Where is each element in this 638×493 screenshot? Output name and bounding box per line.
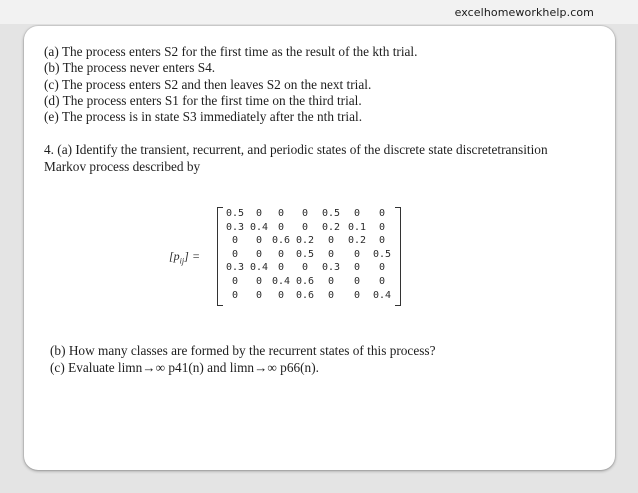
header-bar: [0, 0, 638, 24]
matrix-cell: 0: [255, 248, 263, 260]
part-c: (c) Evaluate limn→∞ p41(n) and limn→∞ p66(n).: [50, 360, 319, 375]
matrix-cell: 0.2: [295, 235, 315, 247]
item-c: (c) The process enters S2 and then leaves S2 on the next trial.: [44, 76, 372, 92]
matrix-cell: 0: [277, 221, 285, 233]
matrix-cell: 0: [301, 221, 309, 233]
matrix-cell: 0: [255, 208, 263, 219]
matrix-cell: 0.5: [295, 248, 315, 260]
item-a: (a) The process enters S2 for the first time as the result of the kth trial.: [44, 44, 418, 59]
matrix-cell: 0.5: [225, 208, 245, 219]
matrix-grid: [222, 208, 394, 303]
matrix-cell: 0.4: [249, 221, 269, 233]
matrix-cell: 0: [231, 289, 239, 301]
matrix-cell: 0.5: [372, 248, 392, 260]
matrix-cell: 0: [231, 248, 239, 260]
matrix-cell: 0: [277, 262, 285, 274]
matrix-cell: 0: [255, 289, 263, 301]
matrix-cell: 0.4: [249, 262, 269, 274]
matrix-cell: 0.4: [271, 275, 291, 287]
matrix-cell: 0: [255, 275, 263, 287]
transition-matrix: [169, 204, 404, 308]
matrix-cell: 0.4: [372, 289, 392, 301]
matrix-cell: 0.6: [295, 275, 315, 287]
matrix-label-sub: ij: [179, 256, 185, 266]
matrix-cell: 0: [327, 248, 335, 260]
matrix-cell: 0: [378, 208, 386, 219]
matrix-cell: 0: [301, 208, 309, 219]
matrix-label: [169, 249, 200, 265]
item-e: (e) The process is in state S3 immediately after the nth trial.: [44, 109, 363, 125]
matrix-cell: 0: [353, 208, 361, 219]
matrix-cell: 0.3: [225, 262, 245, 274]
matrix-cell: 0: [277, 208, 285, 219]
item-d: (d) The process enters S1 for the first time on the third trial.: [44, 92, 362, 108]
matrix-cell: 0: [231, 235, 239, 247]
matrix-cell: 0.6: [295, 289, 315, 301]
matrix-cell: 0.2: [347, 235, 367, 247]
slide-content: [44, 44, 604, 175]
matrix-cell: 0: [378, 275, 386, 287]
matrix-cell: 0.6: [271, 235, 291, 247]
question4-line1: 4. (a) Identify the transient, recurrent, and periodic states of the discrete state discretetransition: [44, 142, 548, 158]
matrix-cell: 0.2: [321, 221, 341, 233]
item-b: (b) The process never enters S4.: [44, 60, 216, 76]
matrix-cell: 0.3: [321, 262, 341, 274]
matrix-cell: 0: [255, 235, 263, 247]
matrix-cell: 0: [353, 262, 361, 274]
matrix-cell: 0.1: [347, 221, 367, 233]
matrix-cell: 0: [353, 289, 361, 301]
matrix-cell: 0: [231, 275, 239, 287]
matrix-equals: =: [192, 249, 200, 263]
matrix-cell: 0: [301, 262, 309, 274]
matrix-label-close: ]: [184, 249, 189, 263]
matrix-cell: 0: [353, 275, 361, 287]
matrix-cell: 0: [327, 235, 335, 247]
matrix-cell: 0.3: [225, 221, 245, 233]
matrix-cell: 0: [378, 262, 386, 274]
followup-questions: [50, 342, 435, 376]
site-url[interactable]: excelhomeworkhelp.com: [454, 6, 594, 19]
matrix-cell: 0: [353, 248, 361, 260]
matrix-cell: 0: [378, 235, 386, 247]
matrix-cell: 0: [327, 289, 335, 301]
question4-line2: Markov process described by: [44, 158, 201, 174]
matrix-cell: 0: [327, 275, 335, 287]
part-b: (b) How many classes are formed by the recurrent states of this process?: [50, 343, 436, 358]
matrix-cell: 0: [277, 248, 285, 260]
matrix-cell: 0: [277, 289, 285, 301]
matrix-label-open: [p: [169, 249, 180, 263]
slide-card: [24, 26, 615, 470]
matrix-cell: 0.5: [321, 208, 341, 219]
matrix-cell: 0: [378, 221, 386, 233]
matrix-right-bracket: [395, 207, 401, 306]
